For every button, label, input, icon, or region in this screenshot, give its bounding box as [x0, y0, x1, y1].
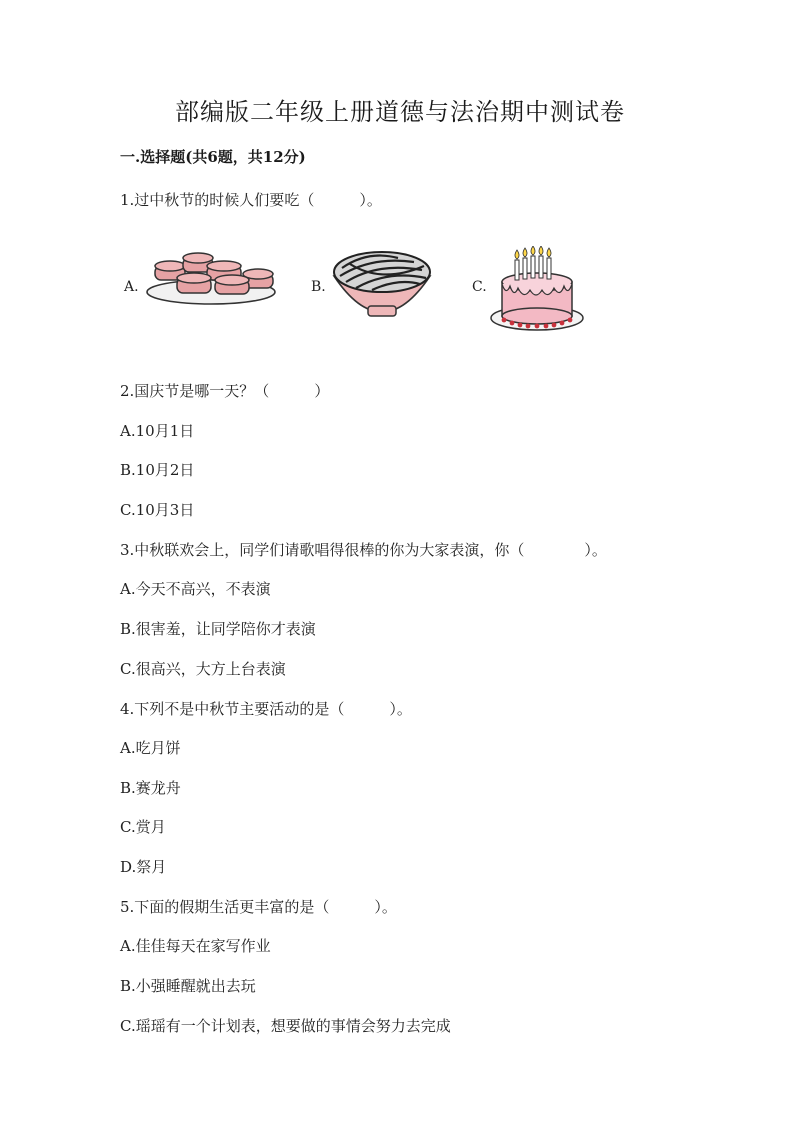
q4-option-b[interactable]: B.赛龙舟 — [120, 779, 181, 797]
birthday-cake-icon — [488, 246, 586, 334]
q5-option-c[interactable]: C.瑶瑶有一个计划表，想要做的事情会努力去完成 — [120, 1017, 451, 1035]
q3-option-a[interactable]: A.今天不高兴，不表演 — [120, 580, 271, 598]
section-heading: 一.选择题(共6题，共12分) — [120, 148, 306, 166]
q3-option-c[interactable]: C.很高兴，大方上台表演 — [120, 660, 286, 678]
question-3-stem: 3.中秋联欢会上，同学们请歌唱得很棒的你为大家表演，你（ ）。 — [120, 541, 607, 559]
q1-option-b-label: B. — [311, 279, 326, 295]
q4-option-d[interactable]: D.祭月 — [120, 858, 167, 876]
q3-option-b[interactable]: B.很害羞，让同学陪你才表演 — [120, 620, 316, 638]
mooncakes-icon — [143, 248, 279, 310]
q2-option-c[interactable]: C.10月3日 — [120, 501, 195, 519]
question-1-stem: 1.过中秋节的时候人们要吃（ ）。 — [120, 191, 382, 209]
question-4-stem: 4.下列不是中秋节主要活动的是（ ）。 — [120, 700, 412, 718]
noodle-bowl-icon — [328, 244, 436, 324]
q1-option-a-label: A. — [124, 279, 139, 295]
page-title: 部编版二年级上册道德与法治期中测试卷 — [175, 98, 625, 126]
q2-option-a[interactable]: A.10月1日 — [120, 422, 195, 440]
q2-option-b[interactable]: B.10月2日 — [120, 461, 195, 479]
question-2-stem: 2.国庆节是哪一天？（ ） — [120, 382, 330, 400]
q4-option-c[interactable]: C.赏月 — [120, 818, 166, 836]
question-5-stem: 5.下面的假期生活更丰富的是（ ）。 — [120, 898, 397, 916]
q4-option-a[interactable]: A.吃月饼 — [120, 739, 181, 757]
q5-option-a[interactable]: A.佳佳每天在家写作业 — [120, 937, 271, 955]
q1-option-c-label: C. — [472, 279, 487, 295]
q5-option-b[interactable]: B.小强睡醒就出去玩 — [120, 977, 256, 995]
